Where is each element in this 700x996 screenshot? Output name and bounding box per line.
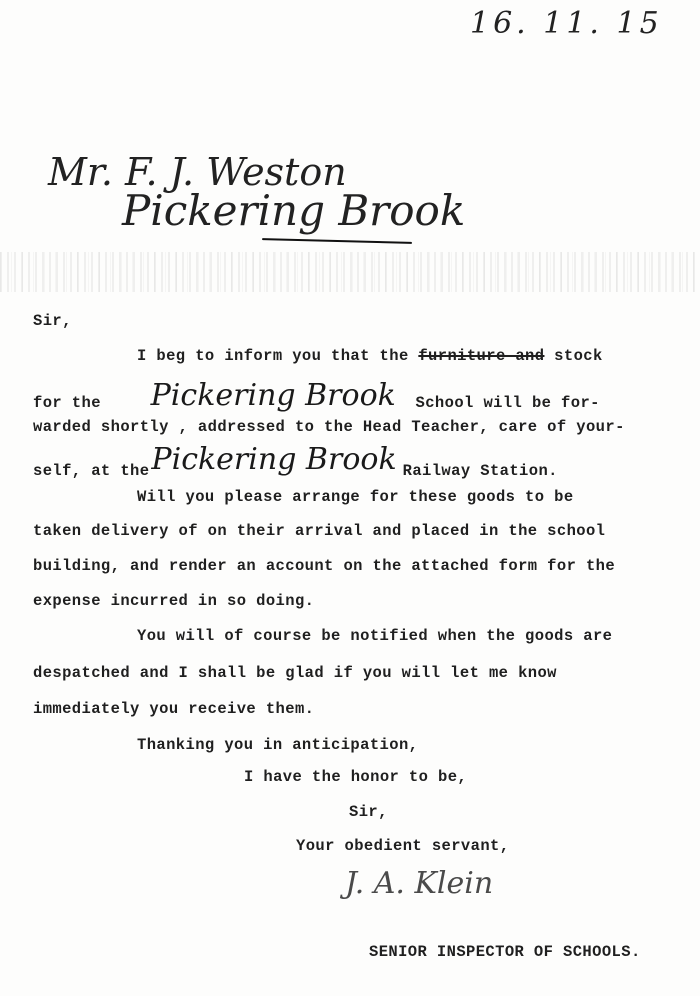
paragraph1-line4 [33, 442, 558, 483]
handwritten-station-name: Pickering Brook [151, 442, 397, 477]
handwritten-school-name: Pickering Brook [150, 378, 396, 413]
paragraph1-line1 [137, 347, 603, 365]
handwritten-date: 16. 11. 15 [470, 6, 663, 41]
handwritten-signature: J. A. Klein [345, 866, 494, 901]
paragraph1-line2 [33, 380, 600, 415]
closing-honor: I have the honor to be, [244, 768, 468, 786]
paragraph2-line2: taken delivery of on their arrival and placed in the school [33, 522, 606, 540]
paragraph1-line3: warded shortly , addressed to the Head Teacher, care of your- [33, 418, 625, 436]
paragraph3-line2: despatched and I shall be glad if you will let me know [33, 664, 557, 682]
closing-sir: Sir, [349, 803, 388, 821]
scan-noise-band [0, 252, 700, 292]
p1-line2-pre: for the [33, 394, 101, 412]
p1-line1-post: stock [544, 347, 603, 365]
paragraph2-line4: expense incurred in so doing. [33, 592, 315, 610]
handwritten-addressee-place: Pickering Brook [122, 186, 466, 235]
handwritten-addressee-name: Mr. F. J. Weston [48, 150, 347, 194]
p1-line1-pre: I beg to inform you that the [137, 347, 419, 365]
salutation: Sir, [33, 312, 72, 330]
struck-text: furniture and [418, 347, 545, 365]
paragraph2-line3: building, and render an account on the attached form for the [33, 557, 616, 575]
p1-line2-post: School will be for- [415, 394, 600, 412]
paragraph3-line3: immediately you receive them. [33, 700, 315, 718]
addressee-underline [262, 238, 412, 244]
signatory-title: SENIOR INSPECTOR OF SCHOOLS. [369, 943, 641, 961]
closing-servant: Your obedient servant, [296, 837, 510, 855]
p1-line4-pre: self, at the [33, 462, 150, 480]
paragraph2-line1: Will you please arrange for these goods to be [137, 488, 574, 506]
p1-line4-post: Railway Station. [402, 462, 558, 480]
paragraph3-line1: You will of course be notified when the goods are [137, 627, 613, 645]
closing-thanks: Thanking you in anticipation, [137, 736, 419, 754]
